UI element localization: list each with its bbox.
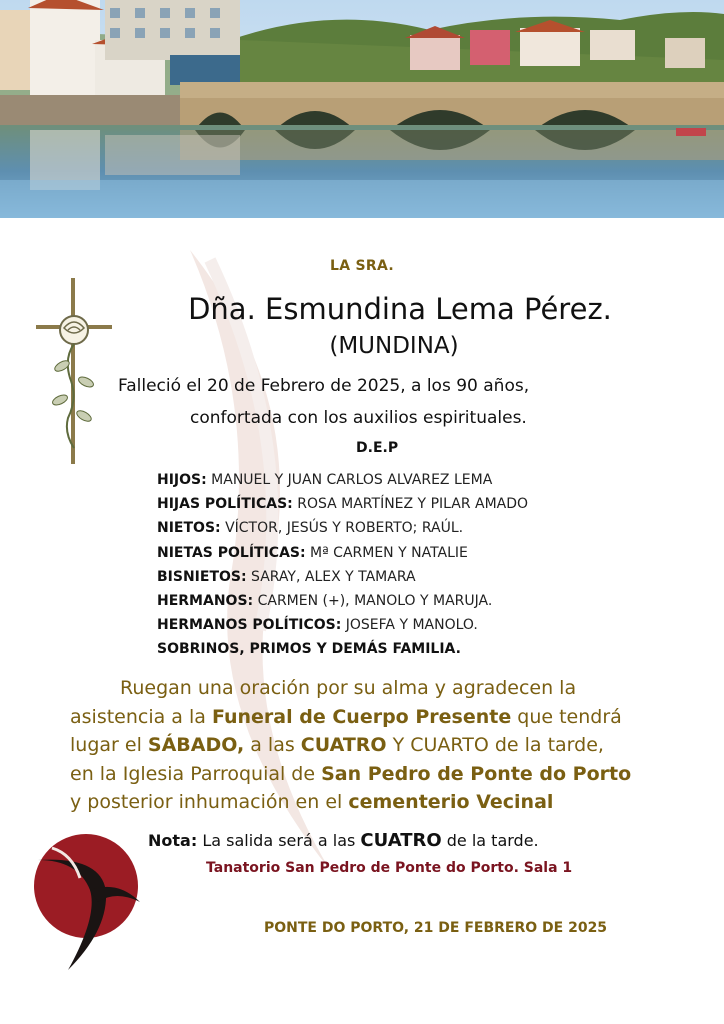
family-row: NIETOS: VÍCTOR, JESÚS Y ROBERTO; RAÚL. [157, 520, 464, 537]
header-photo-bridge [0, 0, 724, 218]
tanatorio-info: Tanatorio San Pedro de Ponte do Porto. Sala 1 [206, 860, 573, 876]
family-row: HERMANOS POLÍTICOS: JOSEFA Y MANOLO. [157, 617, 478, 634]
family-row: HIJOS: MANUEL Y JUAN CARLOS ALVAREZ LEMA [157, 472, 493, 488]
passed-line-1: Falleció el 20 de Febrero de 2025, a los 90 años, [118, 376, 530, 396]
family-list [157, 468, 697, 662]
family-row: NIETAS POLÍTICAS: Mª CARMEN Y NATALIE [157, 544, 468, 561]
family-row: BISNIETOS: SARAY, ALEX Y TAMARA [157, 568, 416, 585]
family-closing: SOBRINOS, PRIMOS Y DEMÁS FAMILIA. [157, 641, 461, 658]
title-la-sra: LA SRA. [329, 258, 394, 274]
place-date: PONTE DO PORTO, 21 DE FEBRERO DE 2025 [264, 920, 608, 936]
funeral-paragraph: Ruegan una oración por su alma y agradecen la asistencia a la Funeral de Cuerpo Presente que tendrá lugar el SÁBADO, a las CUATRO Y CUARTO de la tarde, en la Iglesia Parroquial de San Pedro de Ponte do Porto y posterior inhumación en el cementerio Vecinal [70, 677, 632, 813]
family-row: HIJAS POLÍTICAS: ROSA MARTÍNEZ Y PILAR AMADO [157, 496, 529, 513]
family-row: HERMANOS: CARMEN (+), MANOLO Y MARUJA. [157, 593, 493, 610]
deceased-nickname: (MUNDINA) [329, 333, 459, 359]
dep-label: D.E.P [356, 440, 399, 456]
note-line: Nota: La salida será a las CUATRO de la tarde. [148, 830, 539, 851]
deceased-name: Dña. Esmundina Lema Pérez. [188, 292, 612, 326]
passed-line-2: confortada con los auxilios espirituales. [190, 408, 527, 428]
funeral-home-logo [28, 820, 144, 980]
